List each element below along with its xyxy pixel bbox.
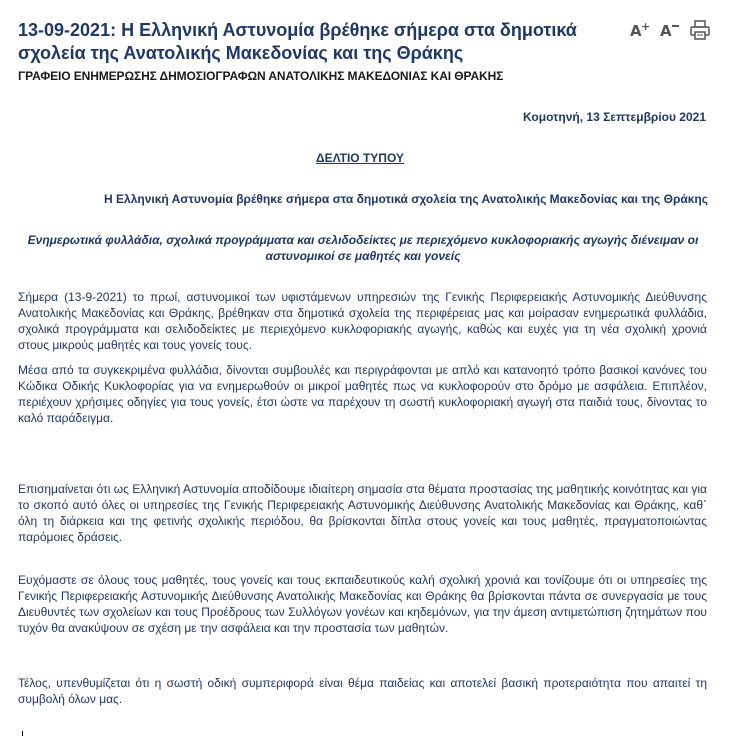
press-release-label: ΔΕΛΤΙΟ ΤΥΠΟΥ — [316, 151, 404, 165]
press-office-name: ΓΡΑΦΕΙΟ ΕΝΗΜΕΡΩΣΗΣ ΔΗΜΟΣΙΟΓΡΑΦΩΝ ΑΝΑΤΟΛΙΚΗΣ ΜΑΚΕΔΟΝΙΑΣ ΚΑΙ ΘΡΑΚΗΣ — [18, 69, 504, 83]
svg-text:A: A — [660, 22, 672, 39]
release-subheadline: Ενημερωτικά φυλλάδια, σχολικά προγράμματα και σελιδοδείκτες με περιεχόμενο κυκλοφοριακής αγωγής διένειμαν οι αστυνομικοί σε μαθητές και γονείς — [27, 233, 699, 263]
place-date: Κομοτηνή, 13 Σεπτεμβρίου 2021 — [523, 110, 706, 124]
printer-icon[interactable] — [689, 20, 711, 40]
paragraph-2: Μέσα από τα συγκεκριμένα φυλλάδια, δίνονται συμβουλές και περιγράφονται με απλό και κατανοητό τρόπο βασικοί κανόνες του Κώδικα Οδικής Κυκλοφορίας για να ενημερωθούν οι μικροί μαθητές πως να κυκλοφορούν στο δρόμο με ασφάλεια. Επιπλέον, περιέχουν χρήσιμες οδηγίες για τους γονείς, έτσι ώστε να παρέχουν τη σωστή κυκλοφοριακή αγωγή στα παιδιά τους, δίνοντας το καλό παράδειγμα. — [18, 363, 707, 425]
release-headline: Η Ελληνική Αστυνομία βρέθηκε σήμερα στα δημοτικά σχολεία της Ανατολικής Μακεδονίας και της Θράκης — [104, 192, 708, 206]
svg-text:+: + — [641, 21, 651, 33]
paragraph-4: Ευχόμαστε σε όλους τους μαθητές, τους γονείς και τους εκπαιδευτικούς καλή σχολική χρονιά και τονίζουμε ότι οι υπηρεσίες της Γενικής Περιφερειακής Αστυνομικής Διεύθυνσης Ανατολικής Μακεδονίας και Θράκης θα βρίσκονται πάντα σε συνεργασία με τους Διευθυντές των σχολείων και τους Προέδρους των Συλλόγων γονέων και κηδεμόνων, για την άμεση αντιμετώπιση ζητημάτων που τυχόν θα ανακύψουν σε σχέση με την ασφάλεια και την προστασία των μαθητών. — [18, 573, 707, 635]
paragraph-1: Σήμερα (13-9-2021) το πρωί, αστυνομικοί των υφιστάμενων υπηρεσιών της Γενικής Περιφερειακής Αστυνομικής Διεύθυνσης Ανατολικής Μακεδονίας και Θράκης, βρέθηκαν στα δημοτικά σχολεία της περιφέρειας μας και μοίρασαν ενημερωτικά φυλλάδια, σχολικά προγράμματα και σελιδοδείκτες με περιεχόμενο κυκλοφοριακής αγωγής, καθώς και ευχές για τη νέα σχολική χρονιά στους μικρούς μαθητές και τους γονείς τους. — [18, 290, 707, 352]
font-decrease-icon[interactable] — [659, 20, 681, 40]
article-title: 13-09-2021: Η Ελληνική Αστυνομία βρέθηκε σήμερα στα δημοτικά σχολεία της Ανατολικής Μακεδονίας και της Θράκης — [18, 20, 577, 63]
text-cursor — [22, 731, 23, 736]
svg-text:A: A — [630, 22, 642, 39]
text-toolbar — [629, 20, 711, 40]
font-increase-icon[interactable] — [629, 20, 651, 40]
paragraph-3: Επισημαίνεται ότι ως Ελληνική Αστυνομία αποδίδουμε ιδιαίτερη σημασία στα θέματα προστασίας της μαθητικής κοινότητας και για το σκοπό αυτό όλες οι υπηρεσίες της Γενικής Περιφερειακής Αστυνομικής Διεύθυνσης Ανατολικής Μακεδονίας και Θράκης, καθ΄ όλη τη διάρκεια και της φετινής σχολικής περιόδου, θα βρίσκονται δίπλα στους γονείς και τους μαθητές, πραγματοποιώντας παρόμοιες δράσεις. — [18, 482, 707, 544]
paragraph-5: Τέλος, υπενθυμίζεται ότι η σωστή οδική συμπεριφορά είναι θέμα παιδείας και αποτελεί βασική προτεραιότητα που απαιτεί τη συμβολή όλων μας. — [18, 676, 707, 706]
